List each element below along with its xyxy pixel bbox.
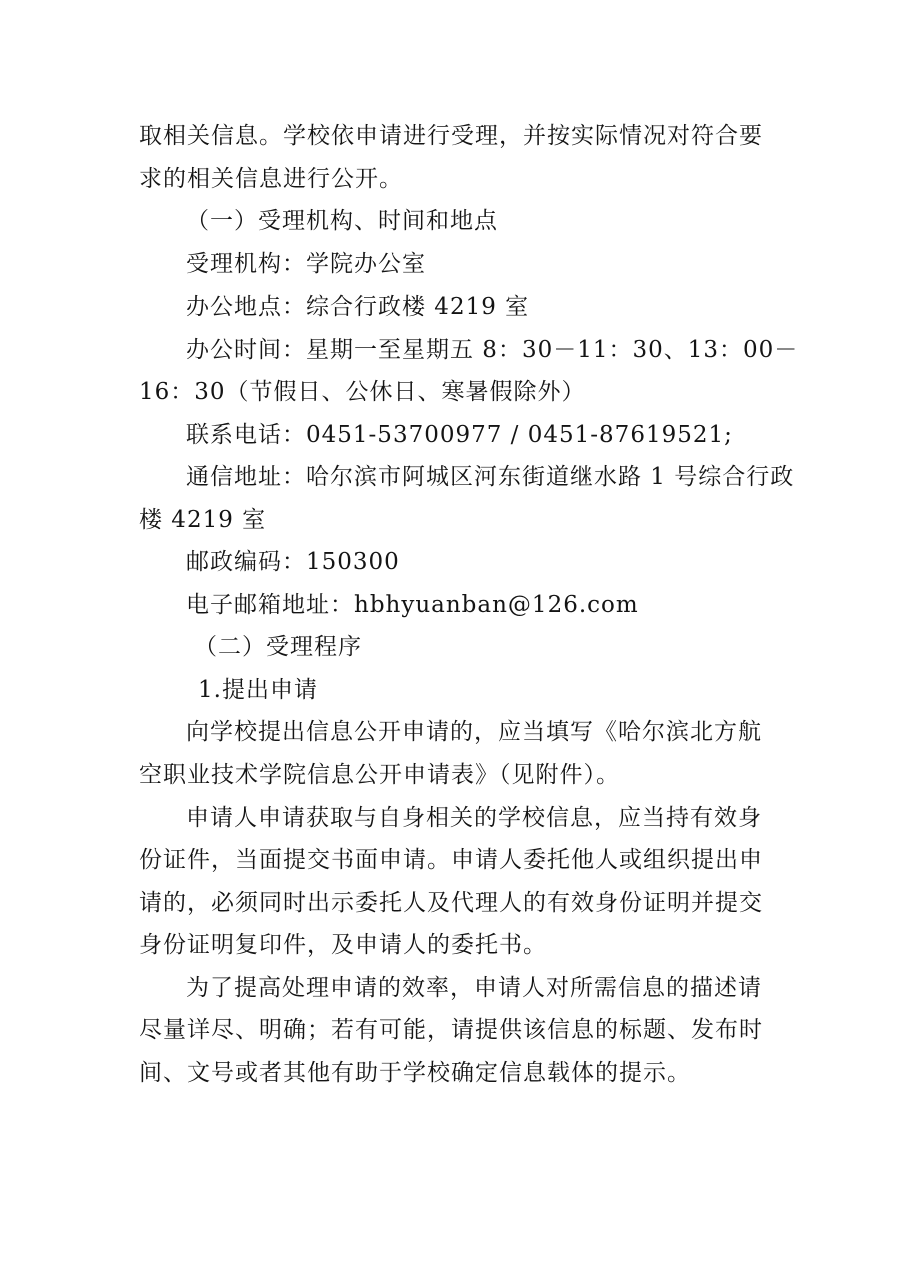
- paragraph-line: 申请人申请获取与自身相关的学校信息，应当持有效身: [186, 805, 762, 831]
- paragraph-line: 求的相关信息进行公开。: [139, 166, 403, 192]
- paragraph-line: 为了提高处理申请的效率，申请人对所需信息的描述请: [186, 975, 762, 1001]
- info-line: 通信地址：哈尔滨市阿城区河东街道继水路 1 号综合行政: [186, 464, 795, 490]
- paragraph-line: 向学校提出信息公开申请的，应当填写《哈尔滨北方航: [186, 719, 762, 745]
- paragraph-line: 身份证明复印件，及申请人的委托书。: [139, 932, 547, 958]
- paragraph-line: 请的，必须同时出示委托人及代理人的有效身份证明并提交: [139, 890, 763, 916]
- paragraph-line: 份证件，当面提交书面申请。申请人委托他人或组织提出申: [139, 847, 763, 873]
- subsection-heading: 1.提出申请: [198, 677, 318, 703]
- info-line: 16：30（节假日、公休日、寒暑假除外）: [139, 379, 586, 405]
- info-line: 受理机构：学院办公室: [186, 251, 426, 277]
- info-line: 办公地点：综合行政楼 4219 室: [186, 294, 530, 320]
- info-line: 邮政编码：150300: [186, 549, 400, 575]
- section-heading: （一）受理机构、时间和地点: [186, 208, 498, 234]
- info-line: 电子邮箱地址：hbhyuanban@126.com: [186, 592, 639, 618]
- paragraph-line: 尽量详尽、明确；若有可能，请提供该信息的标题、发布时: [139, 1017, 763, 1043]
- paragraph-line: 间、文号或者其他有助于学校确定信息载体的提示。: [139, 1060, 691, 1086]
- paragraph-line: 取相关信息。学校依申请进行受理，并按实际情况对符合要: [139, 123, 763, 149]
- info-line: 联系电话：0451-53700977 / 0451-87619521;: [186, 422, 733, 448]
- info-line: 办公时间：星期一至星期五 8：30－11：30、13：00－: [186, 337, 799, 363]
- section-heading: （二）受理程序: [194, 634, 362, 660]
- info-line: 楼 4219 室: [139, 507, 267, 533]
- paragraph-line: 空职业技术学院信息公开申请表》（见附件）。: [139, 762, 620, 788]
